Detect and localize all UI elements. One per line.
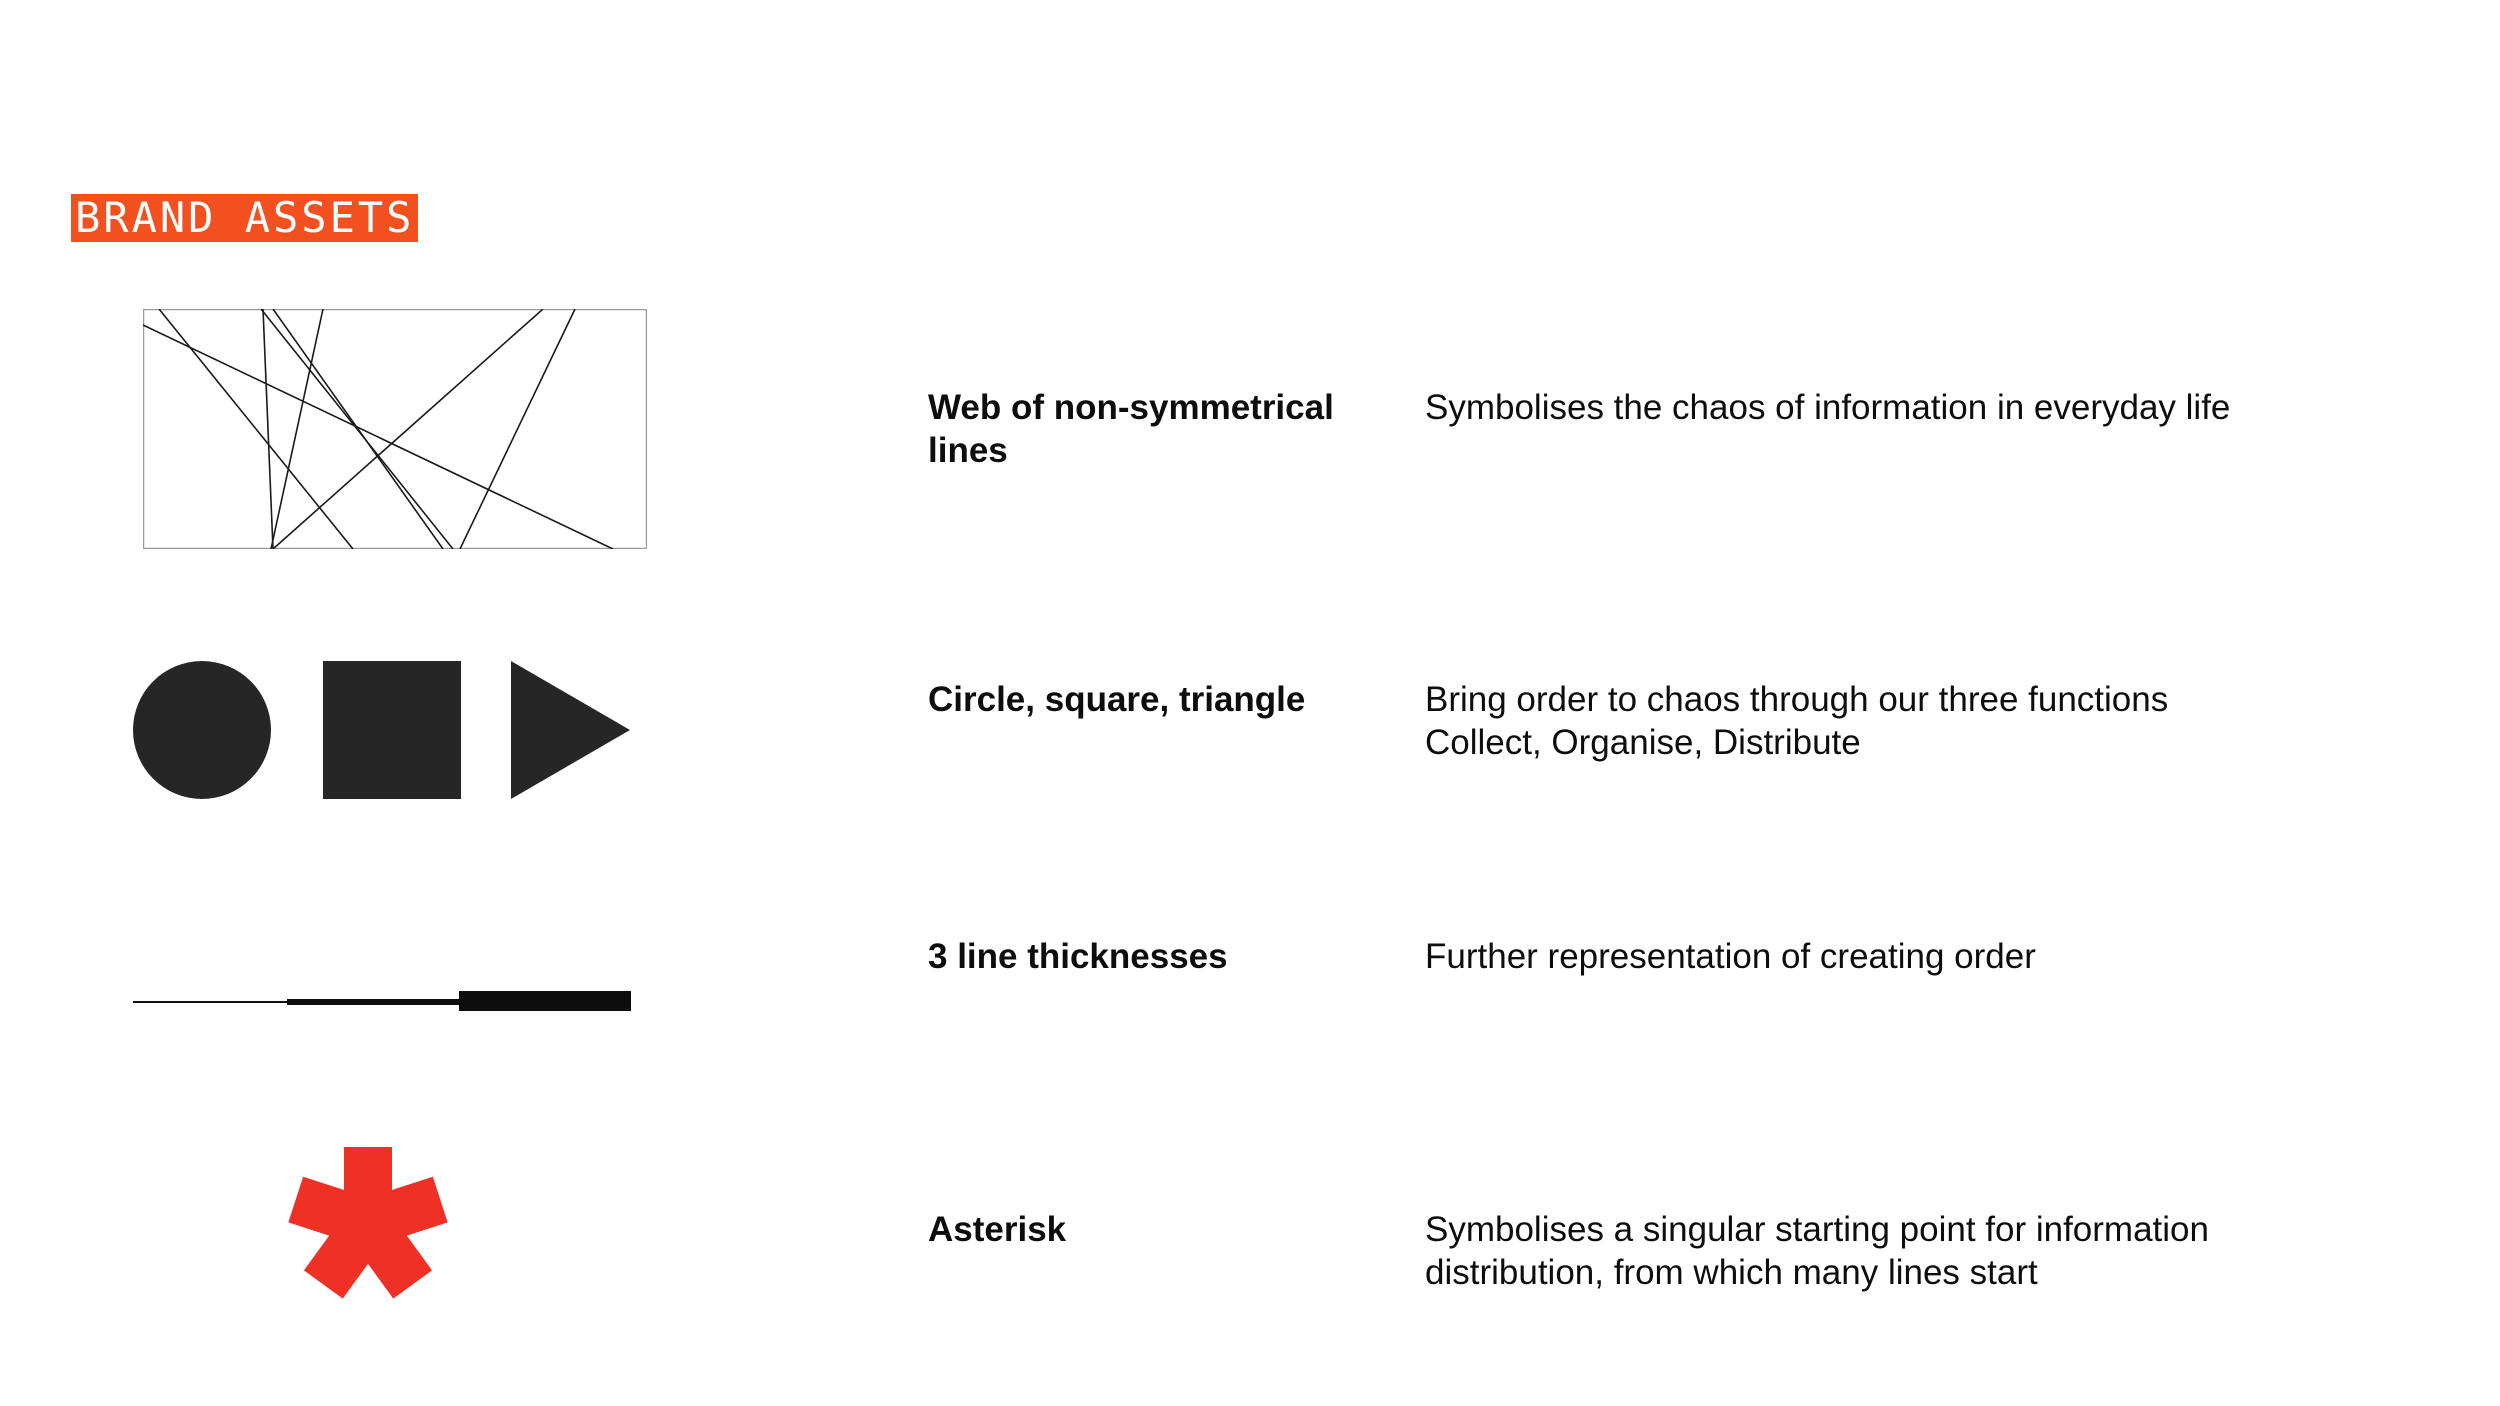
asset-description-lines: Further representation of creating order xyxy=(1425,937,2036,976)
asset-title-asterisk: Asterisk xyxy=(928,1210,1067,1249)
asset-description-web: Symbolises the chaos of information in everyday life xyxy=(1425,388,2231,427)
asset-title-lines: 3 line thicknesses xyxy=(928,937,1228,976)
thick-line xyxy=(459,991,631,1011)
asterisk-icon xyxy=(288,1143,448,1303)
circle-square-triangle-graphic xyxy=(133,655,633,800)
web-of-lines-graphic xyxy=(143,309,647,549)
medium-line xyxy=(287,999,459,1005)
line-thicknesses-graphic xyxy=(133,980,633,1020)
asset-title-shapes: Circle, square, triangle xyxy=(928,680,1306,719)
asset-title-web: Web of non-symmetrical lines xyxy=(928,388,1334,470)
asset-description-asterisk: Symbolises a singular starting point for information distribution, from which many lines start xyxy=(1425,1210,2209,1292)
thin-line xyxy=(133,1001,287,1003)
circle-shape xyxy=(133,661,271,799)
asset-description-shapes: Bring order to chaos through our three functions Collect, Organise, Distribute xyxy=(1425,680,2169,762)
brand-assets-tag: BRAND ASSETS xyxy=(71,194,418,242)
square-shape xyxy=(323,661,461,799)
triangle-shape xyxy=(511,661,630,799)
